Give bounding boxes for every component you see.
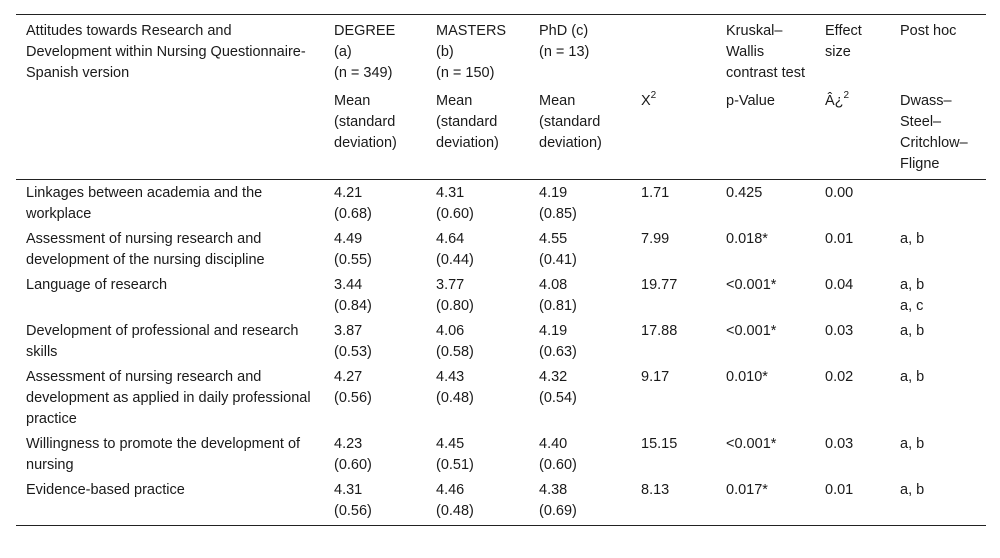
sd-value: (0.53) xyxy=(334,344,372,360)
masters-cell xyxy=(426,432,529,478)
posthoc-cell xyxy=(890,319,986,365)
posthoc-cell xyxy=(890,227,986,273)
mean-value: 4.21 xyxy=(334,185,363,201)
dimension-name: Development of professional and research skills xyxy=(26,323,299,360)
masters-cell xyxy=(426,180,529,228)
degree-cell xyxy=(324,365,426,432)
sd-value: (0.51) xyxy=(436,457,474,473)
mean-value: 4.27 xyxy=(334,369,363,385)
header-row-1 xyxy=(16,15,986,90)
sd-value: (0.56) xyxy=(334,390,372,406)
posthoc-comparison: a, b xyxy=(900,436,925,452)
posthoc-comparison: a, b xyxy=(900,323,925,339)
pvalue: 0.017* xyxy=(716,478,815,526)
table-row xyxy=(16,365,986,432)
sd-value: (0.69) xyxy=(539,503,577,519)
effect-size-header: Effect size xyxy=(815,15,890,90)
mean-value: 4.32 xyxy=(539,369,568,385)
posthoc-cell xyxy=(890,432,986,478)
pvalue: 0.010* xyxy=(726,369,768,385)
degree-cell xyxy=(324,478,426,526)
kw-header: Kruskal–Wallis contrast test xyxy=(716,15,815,90)
phd-cell xyxy=(529,365,631,432)
dimension-name: Linkages between academia and the workplace xyxy=(26,185,263,222)
pvalue: <0.001* xyxy=(726,436,777,452)
mean-value: 4.38 xyxy=(539,482,568,498)
chi-square-value: 1.71 xyxy=(641,185,670,201)
sd-value: (0.58) xyxy=(436,344,474,360)
effect-size-value: 0.00 xyxy=(825,185,854,201)
stat-label-degree: Mean (standard deviation) xyxy=(324,89,426,180)
mean-value: 4.45 xyxy=(436,436,465,452)
sd-value: (0.44) xyxy=(436,252,474,268)
degree-cell xyxy=(324,432,426,478)
effect-size-value: 0.02 xyxy=(825,369,854,385)
group-masters-header xyxy=(426,15,529,90)
effect-size-value: 0.04 xyxy=(825,277,854,293)
degree-cell xyxy=(324,319,426,365)
sd-value: (0.48) xyxy=(436,390,474,406)
masters-cell xyxy=(426,365,529,432)
sd-value: (0.63) xyxy=(539,344,577,360)
dimension-name: Language of research xyxy=(26,277,168,293)
group-name: MASTERS xyxy=(436,23,507,39)
group-n: (n = 13) xyxy=(539,44,590,60)
mean-value: 4.08 xyxy=(539,277,568,293)
masters-cell xyxy=(426,319,529,365)
masters-cell xyxy=(426,227,529,273)
table-row xyxy=(16,319,986,365)
effect-size-value: 0.03 xyxy=(825,436,854,452)
posthoc-header: Post hoc xyxy=(890,15,986,90)
effect-size-value: 0.01 xyxy=(825,231,854,247)
results-table xyxy=(16,14,986,526)
stat-label-phd: Mean (standard deviation) xyxy=(529,89,631,180)
effect-stat-header: Â¿$^2$ xyxy=(815,89,890,180)
group-name: DEGREE xyxy=(334,23,396,39)
sd-value: (0.41) xyxy=(539,252,577,268)
mean-value: 4.55 xyxy=(539,231,568,247)
sd-value: (0.55) xyxy=(334,252,372,268)
phd-cell xyxy=(529,432,631,478)
posthoc-cell xyxy=(890,273,986,319)
chi-square-header: $X^2$ xyxy=(631,89,716,180)
phd-cell xyxy=(529,180,631,228)
mean-value: 4.64 xyxy=(436,231,465,247)
posthoc-comparison: a, b xyxy=(900,277,925,293)
mean-value: 4.19 xyxy=(539,185,568,201)
group-code: (b) xyxy=(436,44,454,60)
pvalue: 0.018* xyxy=(726,231,768,247)
dimension-name: Willingness to promote the development of nursing xyxy=(26,436,301,473)
mean-value: 4.43 xyxy=(436,369,465,385)
mean-value: 4.46 xyxy=(436,482,465,498)
sd-value: (0.60) xyxy=(436,206,474,222)
sd-value: (0.48) xyxy=(436,503,474,519)
sd-value: (0.60) xyxy=(539,457,577,473)
mean-value: 4.19 xyxy=(539,323,568,339)
table-body xyxy=(16,180,986,526)
chi-square-value: 7.99 xyxy=(641,231,670,247)
degree-cell xyxy=(324,180,426,228)
empty-header-cell xyxy=(631,15,716,90)
mean-value: 4.23 xyxy=(334,436,363,452)
pvalue-header: p-Value xyxy=(716,89,815,180)
pvalue: <0.001* xyxy=(726,277,777,293)
header-row-2 xyxy=(16,89,986,180)
dimension-name: Assessment of nursing research and development as applied in daily professional practice xyxy=(26,369,311,427)
chi-square-value: 9.17 xyxy=(641,369,670,385)
chi-square-value: 8.13 xyxy=(631,478,716,526)
scale-label: Attitudes towards Research and Development within Nursing Questionnaire-Spanish version xyxy=(16,15,324,90)
table-row xyxy=(16,432,986,478)
sd-value: (0.80) xyxy=(436,298,474,314)
posthoc-cell xyxy=(890,180,986,228)
stat-label-masters: Mean (standard deviation) xyxy=(426,89,529,180)
table-row xyxy=(16,180,986,228)
group-n: (n = 150) xyxy=(436,65,495,81)
effect-size-value: 0.03 xyxy=(825,323,854,339)
pvalue: <0.001* xyxy=(726,323,777,339)
sd-value: (0.60) xyxy=(334,457,372,473)
mean-value: 3.44 xyxy=(334,277,363,293)
sd-value: (0.84) xyxy=(334,298,372,314)
mean-value: 3.77 xyxy=(436,277,465,293)
mean-value: 4.31 xyxy=(436,185,465,201)
degree-cell xyxy=(324,273,426,319)
phd-cell xyxy=(529,273,631,319)
group-n: (n = 349) xyxy=(334,65,393,81)
phd-cell xyxy=(529,319,631,365)
table-row xyxy=(16,227,986,273)
sd-value: (0.54) xyxy=(539,390,577,406)
phd-cell xyxy=(529,478,631,526)
chi-square-value: 19.77 xyxy=(641,277,678,293)
results-table-container xyxy=(16,14,986,526)
table-row xyxy=(16,478,986,526)
mean-value: 4.06 xyxy=(436,323,465,339)
dimension-name: Assessment of nursing research and development of the nursing discipline xyxy=(26,231,265,268)
masters-cell xyxy=(426,273,529,319)
phd-cell xyxy=(529,227,631,273)
pvalue: 0.425 xyxy=(726,185,763,201)
mean-value: 4.31 xyxy=(334,482,363,498)
sd-value: (0.68) xyxy=(334,206,372,222)
posthoc-comparison: a, b xyxy=(900,231,925,247)
dimension-name: Evidence-based practice xyxy=(16,478,324,526)
table-row xyxy=(16,273,986,319)
chi-square-value: 15.15 xyxy=(641,436,678,452)
effect-size-value: 0.01 xyxy=(815,478,890,526)
sd-value: (0.81) xyxy=(539,298,577,314)
group-degree-header xyxy=(324,15,426,90)
posthoc-comparison: a, b xyxy=(900,369,925,385)
sd-value: (0.85) xyxy=(539,206,577,222)
sd-value: (0.56) xyxy=(334,503,372,519)
chi-square-value: 17.88 xyxy=(641,323,678,339)
posthoc-cell xyxy=(890,365,986,432)
group-name: PhD (c) xyxy=(539,23,589,39)
mean-value: 4.49 xyxy=(334,231,363,247)
posthoc-comparison: a, b xyxy=(900,482,925,498)
masters-cell xyxy=(426,478,529,526)
posthoc-comparison: a, c xyxy=(900,298,924,314)
mean-value: 3.87 xyxy=(334,323,363,339)
degree-cell xyxy=(324,227,426,273)
posthoc-method-header: Dwass–Steel–Critchlow–Fligne xyxy=(890,89,986,180)
group-phd-header xyxy=(529,15,631,90)
empty-header-cell xyxy=(16,89,324,180)
posthoc-cell xyxy=(890,478,986,526)
mean-value: 4.40 xyxy=(539,436,568,452)
group-code: (a) xyxy=(334,44,352,60)
